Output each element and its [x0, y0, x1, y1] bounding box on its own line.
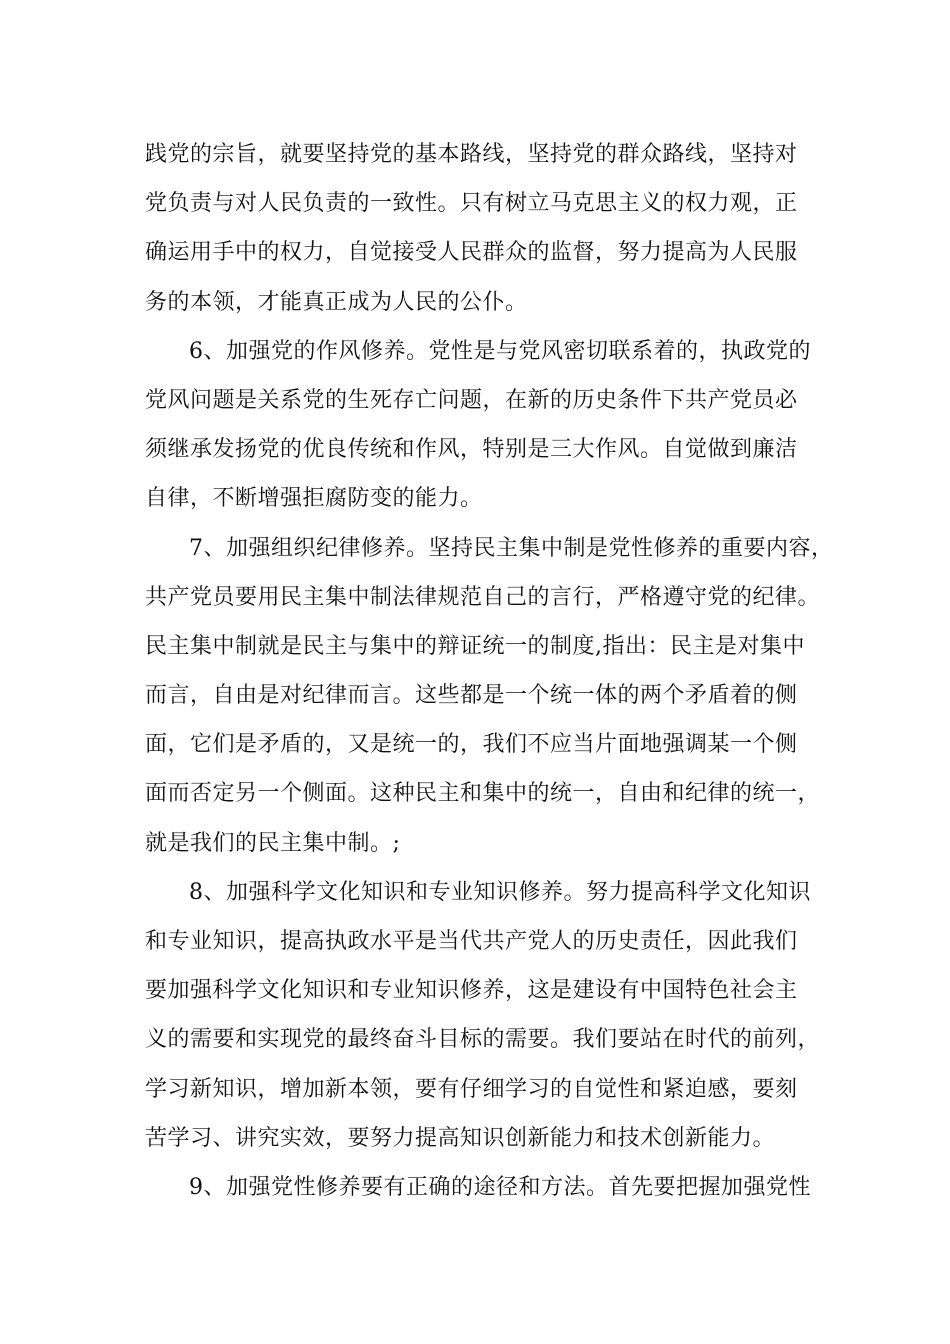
text-line: 义的需要和实现党的最终奋斗目标的需要。我们要站在时代的前列，	[145, 1027, 821, 1053]
text-line: 学习新知识，增加新本领，要有仔细学习的自觉性和紧迫感，要刻	[145, 1076, 798, 1102]
text-line: 民主集中制就是民主与集中的辩证统一的制度,指出：民主是对集中	[145, 633, 805, 659]
text-line: 要加强科学文化知识和专业知识修养，这是建设有中国特色社会主	[145, 978, 798, 1004]
text-line: 确运用手中的权力，自觉接受人民群众的监督，努力提高为人民服	[145, 240, 798, 266]
text-line: 就是我们的民主集中制。;	[145, 830, 401, 856]
text-line: 共产党员要用民主集中制法律规范自己的言行，严格遵守党的纪律。	[145, 584, 821, 610]
paragraph-6-start: 6、加强党的作风修养。党性是与党风密切联系着的，执政党的	[189, 338, 811, 364]
text-line: 和专业知识，提高执政水平是当代共产党人的历史责任，因此我们	[145, 929, 798, 954]
text-line: 而言，自由是对纪律而言。这些都是一个统一体的两个矛盾着的侧	[145, 683, 798, 709]
text-line: 务的本领，才能真正成为人民的公仆。	[145, 289, 528, 315]
body-text	[145, 130, 834, 1212]
text-line: 践党的宗旨，就要坚持党的基本路线，坚持党的群众路线，坚持对	[145, 142, 798, 167]
text-line: 面，它们是矛盾的，又是统一的，我们不应当片面地强调某一个侧	[145, 732, 798, 758]
text-line: 须继承发扬党的优良传统和作风，特别是三大作风。自觉做到廉洁	[145, 437, 798, 463]
text-line: 面而否定另一个侧面。这种民主和集中的统一，自由和纪律的统一，	[145, 781, 821, 807]
paragraph-8-start: 8、加强科学文化知识和专业知识修养。努力提高科学文化知识	[189, 879, 811, 905]
text-line: 自律，不断增强拒腐防变的能力。	[145, 486, 483, 512]
text-line: 党风问题是关系党的生死存亡问题，在新的历史条件下共产党员必	[145, 387, 798, 413]
text-line: 苦学习、讲究实效，要努力提高知识创新能力和技术创新能力。	[145, 1125, 776, 1151]
text-line: 党负责与对人民负责的一致性。只有树立马克思主义的权力观，正	[145, 191, 798, 217]
paragraph-9-start: 9、加强党性修养要有正确的途径和方法。首先要把握加强党性	[189, 1174, 811, 1200]
paragraph-7-start: 7、加强组织纪律修养。坚持民主集中制是党性修养的重要内容，	[189, 535, 834, 561]
